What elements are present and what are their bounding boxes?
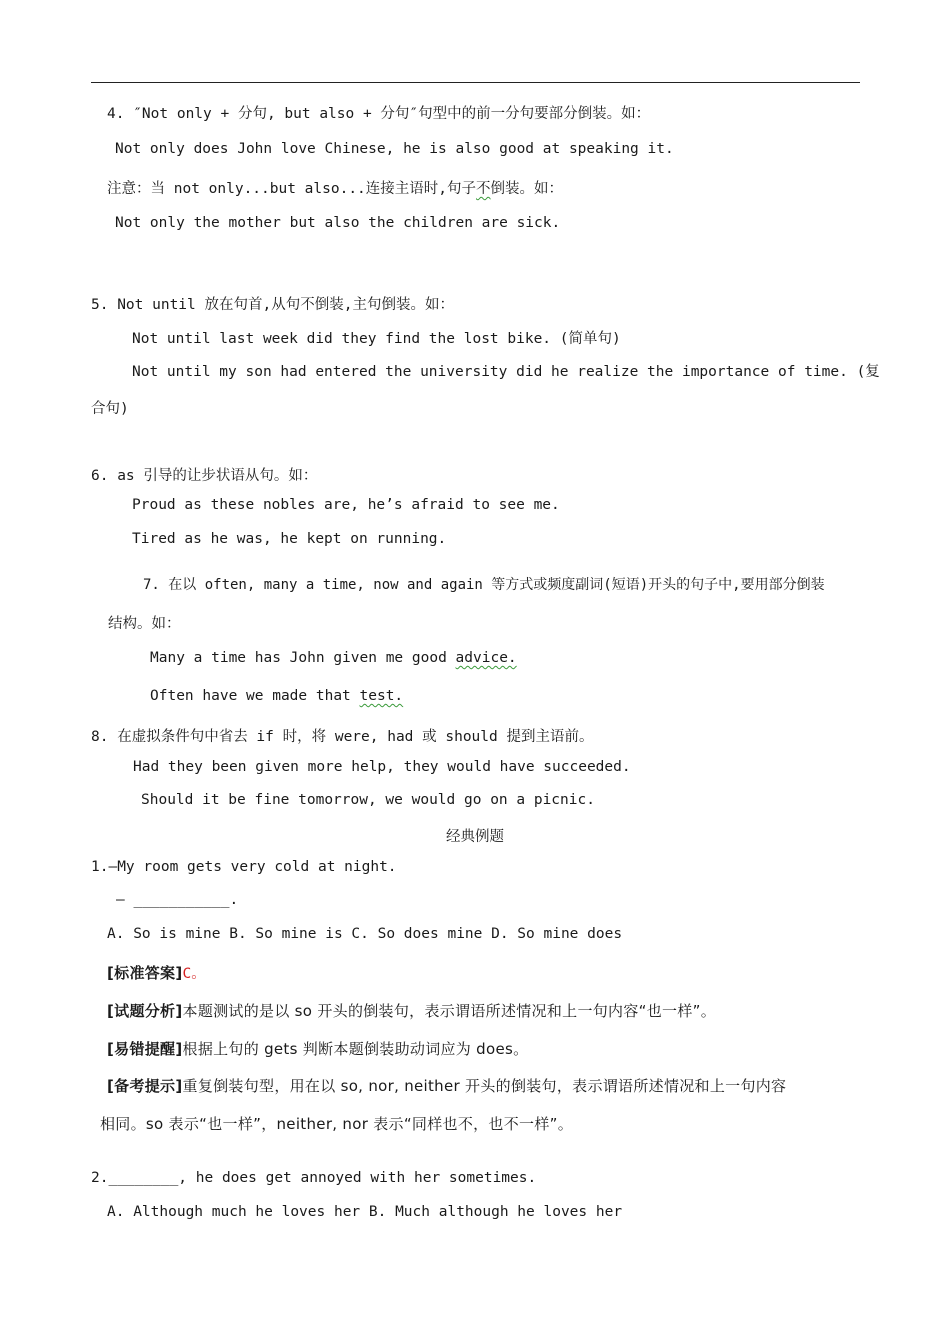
q1-error (107, 1038, 528, 1059)
rule5-example-1: Not until last week did they find the lost bike. (简单句) (132, 331, 621, 347)
rule7-example-1-wavy: advice. (455, 650, 517, 666)
q2-stem: 2.________, he does get annoyed with her sometimes. (91, 1170, 537, 1186)
rule7-example-1 (150, 650, 517, 666)
q1-answer-value: C。 (182, 966, 206, 982)
rule7-heading: 7. 在以 often, many a time, now and again 等方式或频度副词(短语)开头的句子中,要用部分倒装 (143, 577, 825, 593)
q1-answer (107, 962, 206, 983)
q1-reply: — ___________. (116, 892, 239, 908)
rule5-heading: 5. Not until 放在句首,从句不倒装,主句倒装。如： (91, 297, 454, 313)
q1-error-text: 根据上句的 gets 判断本题倒装助动词应为 does。 (182, 1040, 529, 1058)
q1-analysis-text: 本题测试的是以 so 开头的倒装句，表示谓语所述情况和上一句内容“也一样”。 (182, 1002, 716, 1020)
q1-tip-label: [备考提示] (107, 1077, 183, 1095)
rule4-example-1: Not only does John love Chinese, he is also good at speaking it. (115, 141, 674, 157)
q1-analysis-label: [试题分析] (107, 1002, 183, 1020)
rule4-note-wavy: 不 (476, 181, 491, 197)
rule4-example-2: Not only the mother but also the children are sick. (115, 215, 561, 231)
rule6-heading: 6. as 引导的让步状语从句。如： (91, 468, 318, 484)
q1-stem: 1.—My room gets very cold at night. (91, 859, 397, 875)
rule4-note (107, 177, 563, 198)
q1-answer-label: [标准答案] (107, 964, 183, 982)
rule4-heading: 4. ″Not only + 分句, but also + 分句″句型中的前一分句要部分倒装。如： (107, 106, 651, 122)
section-title: 经典例题 (446, 829, 504, 845)
rule8-heading: 8. 在虚拟条件句中省去 if 时，将 were, had 或 should 提到主语前。 (91, 729, 594, 745)
rule5-example-2: Not until my son had entered the university did he realize the importance of time. (复 (132, 364, 880, 380)
rule7-example-2-text: Often have we made that (150, 688, 360, 704)
rule4-note-a: 注意：当 not only...but also...连接主语时,句子 (107, 181, 477, 197)
rule8-example-2: Should it be fine tomorrow, we would go on a picnic. (141, 792, 595, 808)
q2-options: A. Although much he loves her B. Much although he loves her (107, 1204, 623, 1220)
top-rule (91, 82, 860, 83)
q1-options: A. So is mine B. So mine is C. So does mine D. So mine does (107, 926, 623, 942)
rule5-example-2-cont: 合句) (91, 401, 129, 417)
rule7-example-2-wavy: test. (359, 688, 404, 704)
rule6-example-2: Tired as he was, he kept on running. (132, 531, 447, 547)
q1-analysis (107, 1000, 716, 1021)
rule7-heading-cont: 结构。如： (108, 616, 181, 632)
rule4-note-b: 倒装。如： (490, 181, 564, 197)
q1-tip-text: 重复倒装句型，用在以 so, nor, neither 开头的倒装句，表示谓语所述情况和上一句内容 (182, 1077, 787, 1095)
q1-error-label: [易错提醒] (107, 1040, 183, 1058)
q1-tip-cont: 相同。so 表示“也一样”，neither, nor 表示“同样也不，也不一样”。 (100, 1115, 573, 1133)
q1-tip (107, 1075, 786, 1096)
rule6-example-1: Proud as these nobles are, he’s afraid to see me. (132, 497, 560, 513)
rule8-example-1: Had they been given more help, they would have succeeded. (133, 759, 631, 775)
rule7-example-2 (150, 688, 403, 704)
rule7-example-1-text: Many a time has John given me good (150, 650, 456, 666)
